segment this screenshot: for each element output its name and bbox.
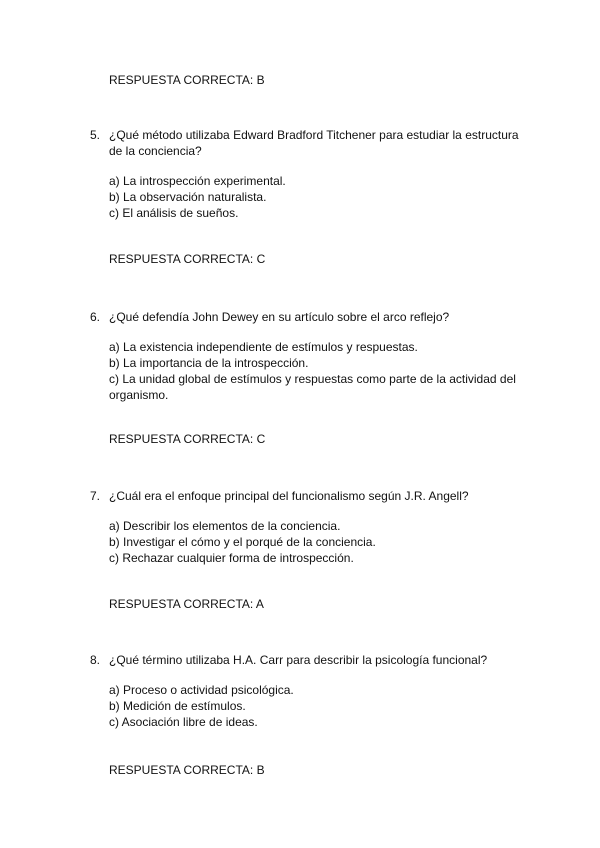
question-text: ¿Qué término utilizaba H.A. Carr para describir la psicología funcional? xyxy=(109,653,488,667)
answer-7: RESPUESTA CORRECTA: A xyxy=(109,597,264,611)
question-number: 8. xyxy=(90,653,101,667)
options-list xyxy=(109,173,530,221)
option-c: c) El análisis de sueños. xyxy=(109,206,239,220)
question-5 xyxy=(90,127,530,233)
option-b: b) La observación naturalista. xyxy=(109,190,267,204)
option-c: c) Asociación libre de ideas. xyxy=(109,715,258,729)
answer-8: RESPUESTA CORRECTA: B xyxy=(109,763,265,777)
option-a: a) La introspección experimental. xyxy=(109,174,286,188)
question-6 xyxy=(90,309,530,415)
question-number: 7. xyxy=(90,489,101,503)
option-a: a) La existencia independiente de estímulos y respuestas. xyxy=(109,340,418,354)
option-c: c) La unidad global de estímulos y respuestas como parte de la actividad del organismo. xyxy=(109,372,516,402)
question-7 xyxy=(90,488,530,578)
option-b: b) Medición de estímulos. xyxy=(109,699,246,713)
question-text: ¿Cuál era el enfoque principal del funcionalismo según J.R. Angell? xyxy=(109,489,469,503)
answer-5: RESPUESTA CORRECTA: C xyxy=(109,252,266,266)
option-a: a) Proceso o actividad psicológica. xyxy=(109,683,294,697)
option-b: b) La importancia de la introspección. xyxy=(109,356,309,370)
question-number: 6. xyxy=(90,310,101,324)
question-text: ¿Qué método utilizaba Edward Bradford Titchener para estudiar la estructura de la conciencia? xyxy=(109,128,519,158)
answer-6: RESPUESTA CORRECTA: C xyxy=(109,432,266,446)
question-number: 5. xyxy=(90,128,101,142)
option-a: a) Describir los elementos de la conciencia. xyxy=(109,519,341,533)
question-8 xyxy=(90,652,530,742)
options-list xyxy=(109,339,530,403)
option-c: c) Rechazar cualquier forma de introspección. xyxy=(109,551,354,565)
option-b: b) Investigar el cómo y el porqué de la conciencia. xyxy=(109,535,376,549)
options-list xyxy=(109,682,530,730)
options-list xyxy=(109,518,530,566)
question-text: ¿Qué defendía John Dewey en su artículo sobre el arco reflejo? xyxy=(109,310,450,324)
answer-4: RESPUESTA CORRECTA: B xyxy=(109,73,265,87)
